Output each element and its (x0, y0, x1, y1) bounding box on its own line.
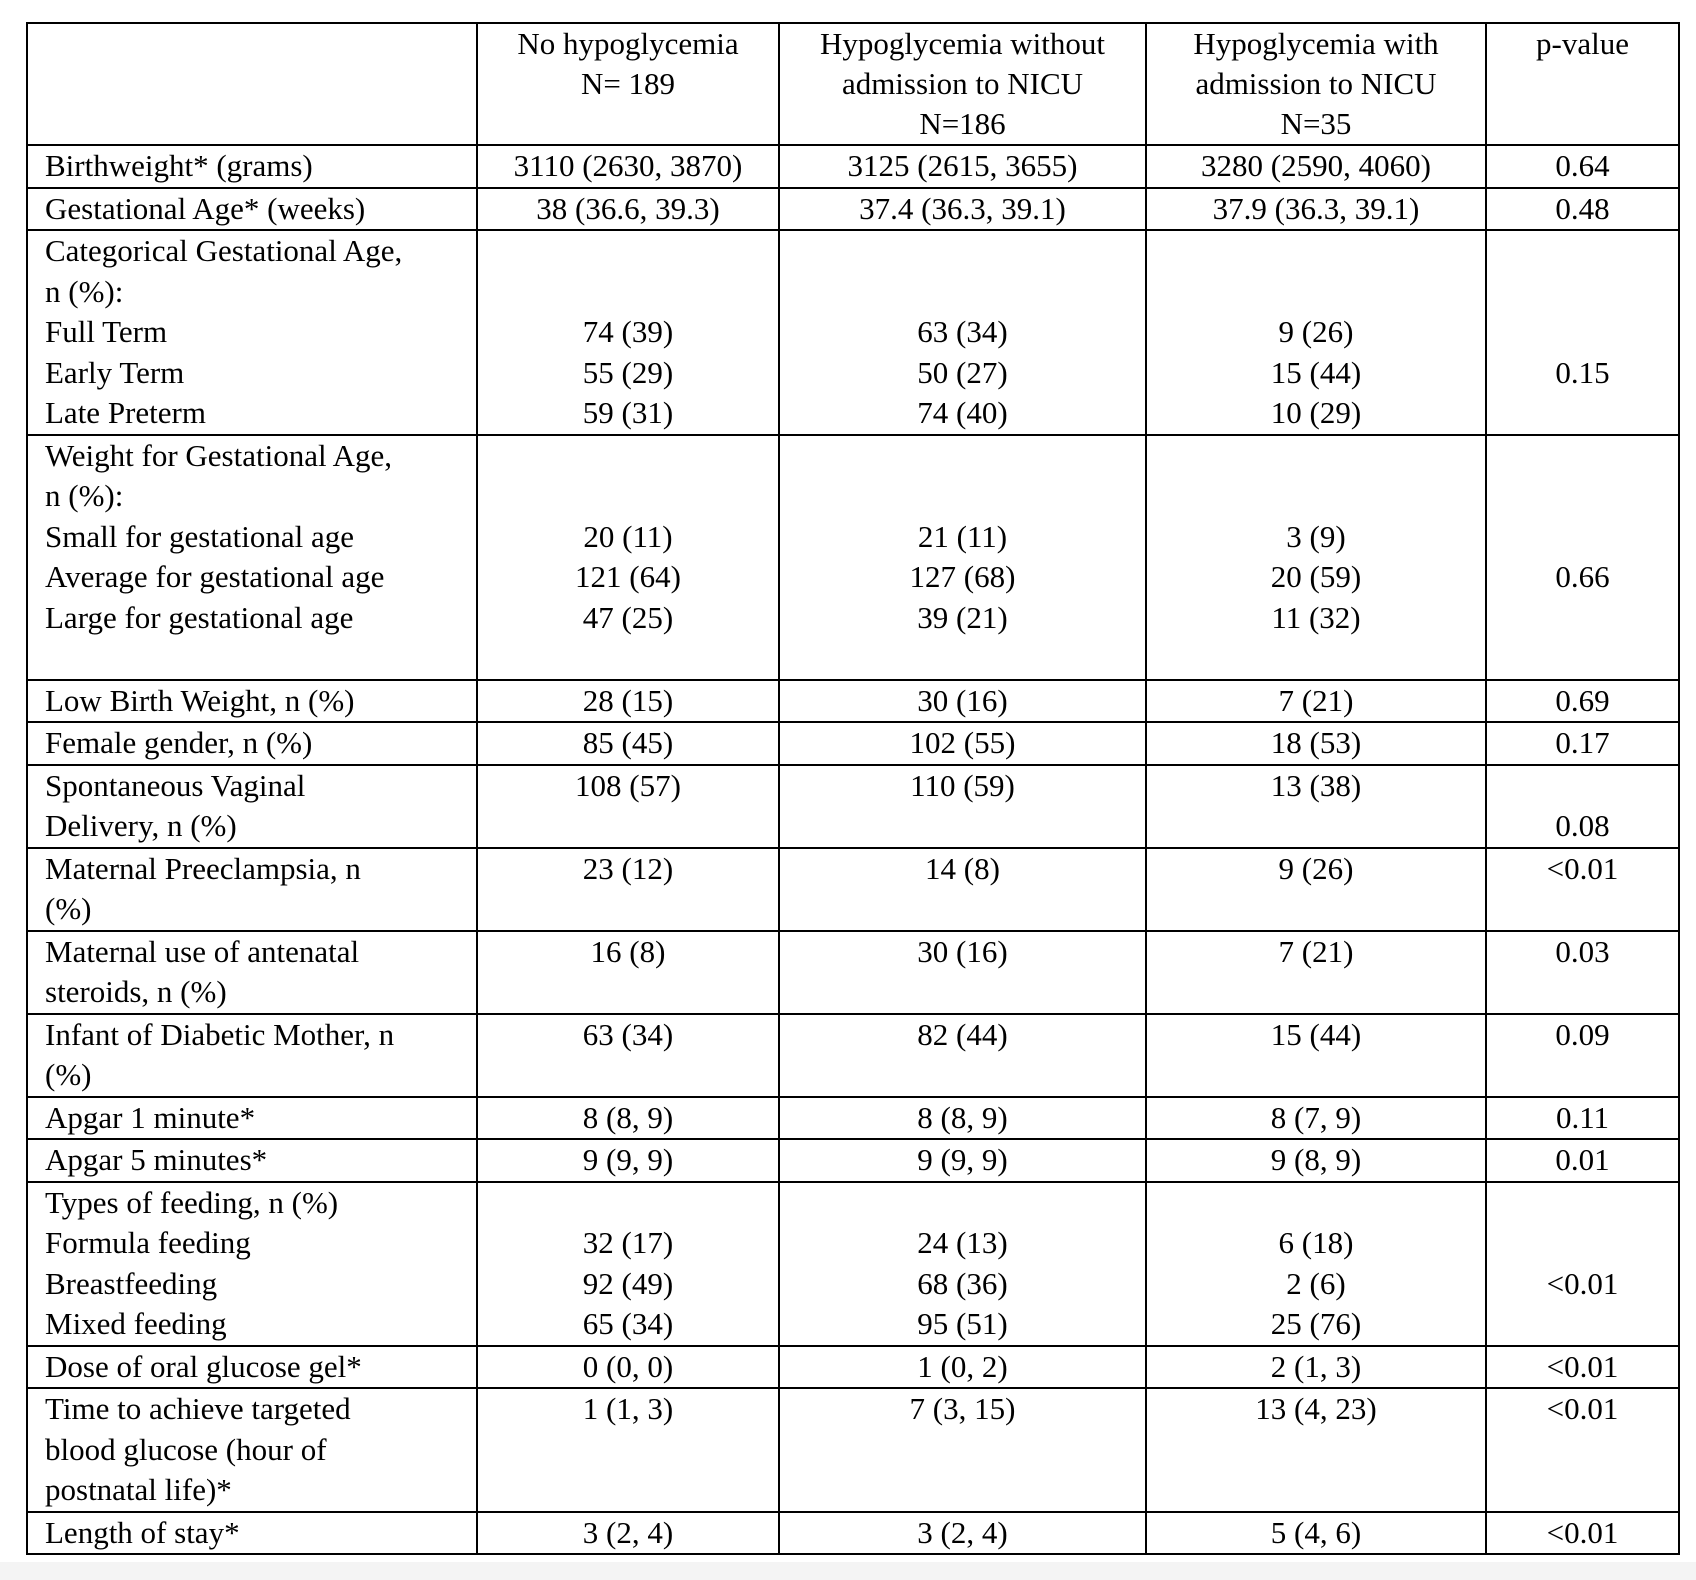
cell-hypoglycemia-without-nicu-line: 14 (8) (925, 850, 1000, 886)
cell-hypoglycemia-without-nicu-line (780, 436, 1145, 477)
cell-no-hypoglycemia-line (478, 272, 778, 313)
row-label-line: Dose of oral glucose gel* (45, 1348, 362, 1384)
cell-hypoglycemia-with-nicu-line (1147, 231, 1485, 272)
header-line: admission to NICU (841, 66, 1084, 101)
cell-no-hypoglycemia-line: 23 (12) (582, 850, 674, 886)
cell-hypoglycemia-without-nicu-line (780, 476, 1145, 517)
cell-p-value (1486, 188, 1679, 231)
cell-hypoglycemia-with-nicu-line (1147, 1470, 1485, 1511)
cell-hypoglycemia-without-nicu-line (780, 1055, 1145, 1096)
cell-hypoglycemia-without-nicu-line (780, 272, 1145, 313)
cell-no-hypoglycemia-line (478, 889, 778, 930)
table-row (27, 145, 1679, 188)
cell-no-hypoglycemia (477, 1346, 779, 1389)
row-label-line: Large for gestational age (45, 599, 354, 635)
header-blank-cell (27, 23, 477, 145)
cell-hypoglycemia-with-nicu (1146, 765, 1486, 848)
cell-hypoglycemia-with-nicu-line (1147, 972, 1485, 1013)
cell-hypoglycemia-with-nicu-line: 13 (38) (1270, 767, 1362, 803)
cell-no-hypoglycemia-line (478, 476, 778, 517)
cell-hypoglycemia-with-nicu-line (1147, 1430, 1485, 1471)
cell-no-hypoglycemia (477, 1182, 779, 1346)
cell-no-hypoglycemia-line: 63 (34) (582, 1016, 674, 1052)
cell-hypoglycemia-without-nicu-line: 102 (55) (909, 725, 1016, 760)
row-label-line: (%) (45, 1057, 92, 1092)
row-label-line: Types of feeding, n (%) (45, 1184, 339, 1220)
cell-no-hypoglycemia-line (478, 436, 778, 477)
row-label-line: Birthweight* (grams) (45, 148, 313, 183)
cell-no-hypoglycemia-line: 3110 (2630, 3870) (513, 148, 743, 183)
cell-hypoglycemia-without-nicu-line (780, 972, 1145, 1013)
cell-no-hypoglycemia-line: 47 (25) (582, 599, 674, 635)
cell-hypoglycemia-with-nicu-line (1147, 889, 1485, 930)
cell-p-value (1486, 1388, 1679, 1512)
cell-hypoglycemia-with-nicu (1146, 145, 1486, 188)
cell-hypoglycemia-with-nicu (1146, 230, 1486, 435)
row-label-line: Low Birth Weight, n (%) (45, 682, 355, 718)
p-value-spacer (1487, 517, 1678, 558)
cell-p-value (1486, 435, 1679, 680)
cell-hypoglycemia-with-nicu-line: 18 (53) (1270, 725, 1362, 760)
row-label (27, 765, 477, 848)
cell-hypoglycemia-with-nicu-line: 3280 (2590, 4060) (1201, 148, 1431, 183)
header-line: Hypoglycemia without (820, 26, 1105, 61)
cell-no-hypoglycemia-line: 85 (45) (582, 725, 674, 760)
row-label (27, 188, 477, 231)
row-label-line: postnatal life)* (45, 1472, 232, 1507)
cell-hypoglycemia-with-nicu (1146, 188, 1486, 231)
header-no-hypoglycemia (477, 23, 779, 145)
row-label-line (45, 638, 476, 679)
cell-no-hypoglycemia-line: 92 (49) (582, 1265, 674, 1301)
header-hypoglycemia-with-nicu (1146, 23, 1486, 145)
p-value-text: <0.01 (1546, 850, 1619, 886)
header-line: admission to NICU (1195, 66, 1437, 101)
cell-hypoglycemia-without-nicu (779, 931, 1146, 1014)
cell-hypoglycemia-with-nicu-line (1147, 806, 1485, 847)
p-value-text: 0.15 (1555, 354, 1610, 390)
cell-hypoglycemia-without-nicu-line: 9 (9, 9) (917, 1142, 1008, 1177)
table-header-row (27, 23, 1679, 145)
bottom-margin-strip (0, 1562, 1696, 1580)
row-label-line: blood glucose (hour of (45, 1431, 327, 1467)
table-row (27, 188, 1679, 231)
row-label (27, 848, 477, 931)
cell-no-hypoglycemia (477, 680, 779, 723)
row-label-line: n (%): (45, 273, 124, 309)
row-label-line: Early Term (45, 354, 185, 390)
cell-hypoglycemia-with-nicu-line: 5 (4, 6) (1270, 1514, 1362, 1550)
cell-hypoglycemia-without-nicu (779, 230, 1146, 435)
row-label (27, 680, 477, 723)
cell-hypoglycemia-without-nicu-line: 1 (0, 2) (917, 1348, 1008, 1384)
table-row (27, 1139, 1679, 1182)
p-value-spacer (1487, 436, 1678, 477)
cell-hypoglycemia-with-nicu (1146, 722, 1486, 765)
cell-hypoglycemia-without-nicu-line: 21 (11) (917, 518, 1008, 554)
header-hypoglycemia-without-nicu (779, 23, 1146, 145)
row-label-line: Delivery, n (%) (45, 808, 237, 843)
cell-no-hypoglycemia (477, 188, 779, 231)
header-line: No hypoglycemia (517, 26, 739, 61)
row-label-line: Infant of Diabetic Mother, n (45, 1016, 395, 1052)
cell-p-value (1486, 145, 1679, 188)
cell-hypoglycemia-without-nicu (779, 1139, 1146, 1182)
cell-hypoglycemia-with-nicu-line: 20 (59) (1270, 559, 1362, 594)
cell-hypoglycemia-with-nicu-line: 25 (76) (1270, 1306, 1362, 1341)
cell-no-hypoglycemia-line (478, 1183, 778, 1224)
results-table (26, 22, 1680, 1555)
cell-hypoglycemia-without-nicu-line: 110 (59) (910, 767, 1015, 803)
table-row (27, 765, 1679, 848)
header-line: N= 189 (580, 66, 676, 101)
p-value-spacer (1487, 1223, 1678, 1264)
cell-hypoglycemia-with-nicu-line: 11 (32) (1271, 599, 1361, 635)
p-value-text: 0.69 (1555, 682, 1610, 718)
cell-hypoglycemia-with-nicu-line: 6 (18) (1278, 1225, 1354, 1260)
row-label (27, 145, 477, 188)
cell-no-hypoglycemia-line: 65 (34) (582, 1306, 674, 1341)
row-label-line: n (%): (45, 478, 124, 513)
cell-hypoglycemia-with-nicu-line (1147, 272, 1485, 313)
cell-hypoglycemia-without-nicu (779, 680, 1146, 723)
cell-hypoglycemia-with-nicu-line (1147, 476, 1485, 517)
cell-hypoglycemia-with-nicu-line: 15 (44) (1270, 354, 1362, 390)
table-row (27, 230, 1679, 435)
table-row (27, 848, 1679, 931)
cell-no-hypoglycemia (477, 1512, 779, 1555)
p-value-spacer (1487, 231, 1678, 272)
row-label-line: Categorical Gestational Age, (45, 233, 403, 268)
cell-no-hypoglycemia-line (478, 1430, 778, 1471)
cell-hypoglycemia-without-nicu-line: 30 (16) (917, 682, 1008, 718)
cell-hypoglycemia-without-nicu-line: 82 (44) (917, 1016, 1008, 1052)
cell-p-value (1486, 1182, 1679, 1346)
cell-hypoglycemia-with-nicu-line (1147, 1183, 1485, 1224)
header-line: N=35 (1280, 106, 1352, 141)
cell-p-value (1486, 1139, 1679, 1182)
cell-no-hypoglycemia-line: 1 (1, 3) (582, 1391, 674, 1426)
row-label (27, 931, 477, 1014)
cell-no-hypoglycemia-line (478, 231, 778, 272)
p-value-text: <0.01 (1546, 1265, 1619, 1301)
cell-hypoglycemia-with-nicu-line: 10 (29) (1270, 395, 1362, 430)
row-label-line: Apgar 1 minute* (45, 1099, 256, 1135)
p-value-text: <0.01 (1546, 1348, 1619, 1384)
cell-hypoglycemia-with-nicu (1146, 1014, 1486, 1097)
cell-hypoglycemia-without-nicu-line (780, 889, 1145, 930)
cell-hypoglycemia-with-nicu (1146, 1346, 1486, 1389)
row-label-line: Apgar 5 minutes* (45, 1142, 268, 1177)
cell-hypoglycemia-without-nicu-line: 37.4 (36.3, 39.1) (859, 190, 1066, 226)
table-row (27, 1388, 1679, 1512)
cell-no-hypoglycemia-line (478, 1055, 778, 1096)
cell-hypoglycemia-without-nicu-line: 7 (3, 15) (909, 1391, 1016, 1426)
row-label (27, 230, 477, 435)
cell-hypoglycemia-without-nicu-line: 50 (27) (917, 354, 1008, 390)
cell-no-hypoglycemia (477, 1139, 779, 1182)
cell-hypoglycemia-with-nicu (1146, 1139, 1486, 1182)
row-label (27, 722, 477, 765)
p-value-text: 0.66 (1555, 559, 1610, 594)
cell-hypoglycemia-with-nicu-line (1147, 638, 1485, 679)
cell-p-value (1486, 1512, 1679, 1555)
cell-hypoglycemia-with-nicu-line (1147, 436, 1485, 477)
row-label-line: (%) (45, 891, 92, 926)
row-label-line: Female gender, n (%) (45, 725, 313, 760)
cell-hypoglycemia-without-nicu (779, 1512, 1146, 1555)
cell-hypoglycemia-without-nicu-line: 63 (34) (917, 314, 1008, 349)
row-label-line: Small for gestational age (45, 518, 355, 554)
cell-no-hypoglycemia-line: 32 (17) (582, 1225, 674, 1260)
cell-hypoglycemia-without-nicu (779, 1097, 1146, 1140)
cell-hypoglycemia-with-nicu-line: 15 (44) (1270, 1016, 1362, 1052)
row-label-line: Length of stay* (45, 1514, 240, 1550)
cell-p-value (1486, 1097, 1679, 1140)
table-row (27, 680, 1679, 723)
row-label-line: Gestational Age* (weeks) (45, 190, 366, 226)
cell-hypoglycemia-with-nicu-line: 2 (1, 3) (1270, 1348, 1362, 1384)
cell-no-hypoglycemia-line: 8 (8, 9) (582, 1099, 674, 1135)
cell-hypoglycemia-without-nicu (779, 1346, 1146, 1389)
p-value-spacer (1487, 312, 1678, 353)
cell-hypoglycemia-with-nicu-line: 7 (21) (1278, 682, 1354, 718)
cell-hypoglycemia-without-nicu (779, 1388, 1146, 1512)
p-value-text: 0.01 (1555, 1142, 1610, 1177)
p-value-spacer (1487, 476, 1678, 517)
cell-no-hypoglycemia-line: 55 (29) (582, 354, 674, 390)
p-value-spacer (1487, 766, 1678, 807)
cell-no-hypoglycemia-line: 20 (11) (583, 518, 673, 554)
table-row (27, 1182, 1679, 1346)
p-value-text: 0.64 (1555, 148, 1610, 183)
cell-hypoglycemia-with-nicu (1146, 1512, 1486, 1555)
cell-hypoglycemia-with-nicu-line: 9 (8, 9) (1270, 1142, 1362, 1177)
row-label-line: Average for gestational age (45, 559, 385, 594)
table-row (27, 722, 1679, 765)
row-label-line: Maternal use of antenatal (45, 933, 360, 969)
cell-no-hypoglycemia (477, 230, 779, 435)
cell-no-hypoglycemia-line: 3 (2, 4) (582, 1514, 674, 1550)
cell-hypoglycemia-without-nicu (779, 435, 1146, 680)
cell-no-hypoglycemia (477, 1388, 779, 1512)
p-value-text: <0.01 (1546, 1514, 1619, 1550)
cell-p-value (1486, 230, 1679, 435)
row-label (27, 1139, 477, 1182)
cell-no-hypoglycemia-line (478, 806, 778, 847)
cell-hypoglycemia-without-nicu-line: 127 (68) (909, 559, 1016, 594)
table-row (27, 435, 1679, 680)
cell-no-hypoglycemia-line: 74 (39) (582, 314, 674, 349)
p-value-text: 0.11 (1555, 1099, 1610, 1135)
header-line: N=186 (919, 106, 1006, 141)
cell-no-hypoglycemia-line: 38 (36.6, 39.3) (536, 190, 720, 226)
p-value-text: 0.17 (1555, 725, 1610, 760)
cell-no-hypoglycemia (477, 931, 779, 1014)
cell-no-hypoglycemia (477, 435, 779, 680)
cell-no-hypoglycemia (477, 1097, 779, 1140)
header-line: Hypoglycemia with (1193, 26, 1439, 61)
cell-no-hypoglycemia-line (478, 1470, 778, 1511)
table-row (27, 1346, 1679, 1389)
cell-no-hypoglycemia (477, 145, 779, 188)
cell-hypoglycemia-with-nicu-line (1147, 1055, 1485, 1096)
cell-no-hypoglycemia (477, 848, 779, 931)
row-label (27, 435, 477, 680)
cell-hypoglycemia-without-nicu-line: 39 (21) (917, 599, 1008, 635)
cell-hypoglycemia-without-nicu-line (780, 1183, 1145, 1224)
cell-hypoglycemia-with-nicu-line: 13 (4, 23) (1255, 1391, 1377, 1426)
cell-hypoglycemia-with-nicu (1146, 435, 1486, 680)
cell-hypoglycemia-without-nicu (779, 765, 1146, 848)
cell-no-hypoglycemia-line: 9 (9, 9) (582, 1142, 674, 1177)
row-label-line: steroids, n (%) (45, 974, 227, 1009)
cell-no-hypoglycemia-line (478, 972, 778, 1013)
row-label-line: Mixed feeding (45, 1306, 227, 1341)
cell-hypoglycemia-with-nicu (1146, 848, 1486, 931)
row-label-line: Spontaneous Vaginal (45, 767, 306, 803)
cell-hypoglycemia-with-nicu-line: 8 (7, 9) (1270, 1099, 1362, 1135)
cell-p-value (1486, 931, 1679, 1014)
row-label (27, 1097, 477, 1140)
p-value-spacer (1487, 1183, 1678, 1224)
cell-hypoglycemia-with-nicu-line: 9 (26) (1278, 850, 1354, 886)
cell-no-hypoglycemia-line: 16 (8) (590, 933, 666, 969)
row-label-line: Formula feeding (45, 1225, 251, 1260)
cell-no-hypoglycemia-line: 0 (0, 0) (582, 1348, 674, 1384)
cell-hypoglycemia-without-nicu-line (780, 806, 1145, 847)
cell-p-value (1486, 722, 1679, 765)
p-value-text: 0.48 (1555, 190, 1610, 226)
row-label-line: Maternal Preeclampsia, n (45, 850, 361, 886)
cell-hypoglycemia-with-nicu-line: 37.9 (36.3, 39.1) (1212, 190, 1420, 226)
row-label-line: Full Term (45, 314, 168, 349)
p-value-text: 0.08 (1555, 808, 1610, 843)
p-value-spacer (1487, 272, 1678, 313)
cell-p-value (1486, 1346, 1679, 1389)
cell-hypoglycemia-without-nicu (779, 1014, 1146, 1097)
p-value-text: <0.01 (1546, 1391, 1619, 1426)
cell-p-value (1486, 765, 1679, 848)
cell-hypoglycemia-without-nicu-line (780, 1470, 1145, 1511)
row-label (27, 1182, 477, 1346)
cell-hypoglycemia-with-nicu (1146, 1097, 1486, 1140)
cell-hypoglycemia-without-nicu-line: 8 (8, 9) (917, 1099, 1008, 1135)
cell-no-hypoglycemia (477, 722, 779, 765)
cell-p-value (1486, 680, 1679, 723)
cell-hypoglycemia-with-nicu-line: 9 (26) (1278, 314, 1354, 349)
cell-hypoglycemia-with-nicu (1146, 931, 1486, 1014)
cell-p-value (1486, 848, 1679, 931)
cell-hypoglycemia-without-nicu (779, 848, 1146, 931)
cell-no-hypoglycemia-line (478, 638, 778, 679)
p-value-text: 0.09 (1555, 1016, 1610, 1052)
cell-hypoglycemia-without-nicu (779, 1182, 1146, 1346)
table-row (27, 1512, 1679, 1555)
cell-hypoglycemia-with-nicu (1146, 1182, 1486, 1346)
row-label-line: Late Preterm (45, 395, 206, 430)
p-value-text: 0.03 (1555, 933, 1610, 969)
table-row (27, 931, 1679, 1014)
cell-hypoglycemia-without-nicu-line: 74 (40) (917, 395, 1008, 430)
cell-hypoglycemia-with-nicu (1146, 680, 1486, 723)
cell-hypoglycemia-without-nicu-line (780, 231, 1145, 272)
cell-no-hypoglycemia-line: 108 (57) (575, 767, 681, 803)
cell-hypoglycemia-with-nicu-line: 3 (9) (1286, 518, 1346, 554)
row-label (27, 1512, 477, 1555)
table-row (27, 1097, 1679, 1140)
cell-no-hypoglycemia (477, 765, 779, 848)
cell-hypoglycemia-without-nicu-line (780, 638, 1145, 679)
table-body (27, 145, 1679, 1554)
cell-hypoglycemia-without-nicu-line: 24 (13) (917, 1225, 1008, 1260)
row-label-line: Weight for Gestational Age, (45, 437, 393, 473)
cell-no-hypoglycemia (477, 1014, 779, 1097)
cell-hypoglycemia-without-nicu-line: 95 (51) (917, 1306, 1008, 1341)
header-line: p-value (1536, 26, 1629, 61)
row-label-line: Time to achieve targeted (45, 1391, 351, 1426)
cell-hypoglycemia-without-nicu (779, 145, 1146, 188)
cell-no-hypoglycemia-line: 59 (31) (582, 395, 674, 430)
cell-hypoglycemia-with-nicu-line: 2 (6) (1286, 1265, 1346, 1301)
cell-hypoglycemia-without-nicu-line (780, 1430, 1145, 1471)
cell-p-value (1486, 1014, 1679, 1097)
row-label (27, 1014, 477, 1097)
cell-hypoglycemia-with-nicu (1146, 1388, 1486, 1512)
cell-no-hypoglycemia-line: 28 (15) (582, 682, 674, 718)
cell-hypoglycemia-with-nicu-line: 7 (21) (1278, 933, 1354, 969)
cell-hypoglycemia-without-nicu (779, 188, 1146, 231)
row-label (27, 1346, 477, 1389)
cell-hypoglycemia-without-nicu-line: 3 (2, 4) (917, 1514, 1008, 1550)
header-p-value (1486, 23, 1679, 145)
cell-hypoglycemia-without-nicu-line: 68 (36) (917, 1265, 1008, 1301)
cell-hypoglycemia-without-nicu-line: 3125 (2615, 3655) (847, 148, 1078, 183)
table-row (27, 1014, 1679, 1097)
row-label (27, 1388, 477, 1512)
cell-hypoglycemia-without-nicu (779, 722, 1146, 765)
cell-hypoglycemia-without-nicu-line: 30 (16) (917, 933, 1008, 969)
cell-no-hypoglycemia-line: 121 (64) (575, 559, 681, 594)
row-label-line: Breastfeeding (45, 1265, 218, 1301)
